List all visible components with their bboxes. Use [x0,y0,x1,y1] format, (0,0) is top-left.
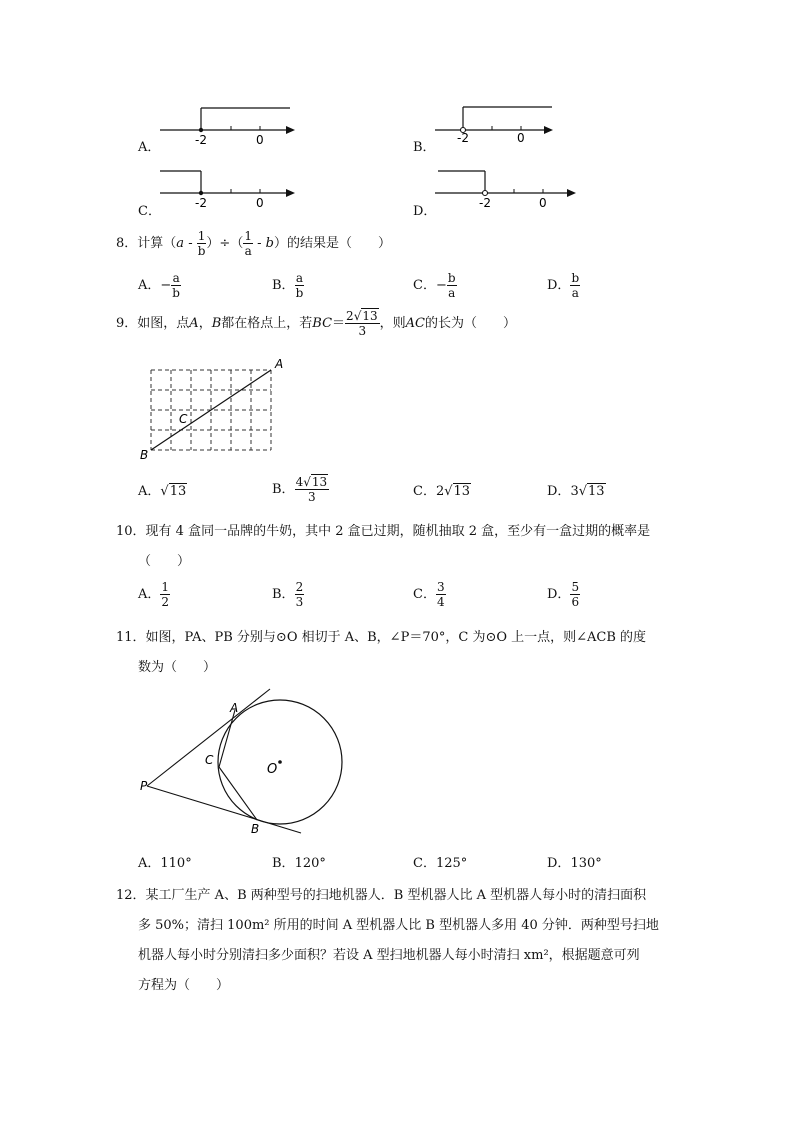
q11-point-c: C [205,753,214,767]
q7-option-d-label: D． [413,204,437,219]
q8-fraction-2: $\frac{1}{a}$ [244,229,252,258]
q11-option-b[interactable]: B．120° [272,856,326,871]
q11-option-c[interactable]: C．125° [413,856,468,871]
q12-stem-line4: 方程为（ ） [138,978,230,993]
q7-option-b-number-line [430,100,565,148]
q7-option-d-number-line [430,163,585,211]
q9-option-c[interactable]: C．2√13 [413,484,471,499]
q8-fraction-1: $\frac{1}{b}$ [197,229,206,258]
q8-text-b: ）÷（ [206,236,244,251]
q12-stem-line2: 多 50%；清扫 100m² 所用的时间 A 型机器人比 B 型机器人多用 40 分钟．两种型号扫地 [138,918,659,933]
q10-option-b[interactable]: B． $\frac{2}{3}$ [272,580,304,609]
q11-stem-line2: 数为（ ） [138,660,217,675]
q9-grid-figure [135,355,295,465]
q11-stem-line1: 11．如图，PA、PB 分别与⊙O 相切于 A、B，∠P＝70°，C 为⊙O 上一点，则∠ACB 的度 [116,630,647,645]
q11-option-a[interactable]: A．110° [138,856,192,871]
q11-option-d[interactable]: D．130° [547,856,602,871]
q7c-tick-neg2: -2 [195,196,207,210]
q9-option-a[interactable]: A．√13 [138,484,187,499]
q7b-tick-neg2: -2 [457,131,469,145]
q8-option-c[interactable]: C．− $\frac{b}{a}$ [413,271,456,300]
q10-stem-line2: （ ） [138,554,191,569]
q8-text-a: 计算（ [137,236,177,251]
q12-stem-line3: 机器人每小时分别清扫多少面积？若设 A 型扫地机器人每小时清扫 xm²，根据题意可列 [138,948,640,963]
q11-point-p: P [140,779,148,793]
q7a-tick-0: 0 [256,133,264,147]
q11-point-o: O [267,762,278,777]
q8-minus1: - [184,236,197,251]
q12-stem-line1: 12．某工厂生产 A、B 两种型号的扫地机器人．B 型机器人比 A 型机器人每小时的清扫面积 [116,888,647,903]
q7-option-b-label: B． [413,140,436,155]
q8-text-c: ）的结果是（ ） [273,236,391,251]
q7-option-c-label: C． [138,204,161,219]
q11-circle-figure [135,680,350,840]
q10-option-d[interactable]: D． $\frac{5}{6}$ [547,580,580,609]
q8-var-a: a [176,236,185,251]
q7d-tick-neg2: -2 [479,196,491,210]
q7d-tick-0: 0 [539,196,547,210]
q7-option-a-label: A． [138,140,161,155]
q9-point-a: A [275,357,284,371]
q7c-tick-0: 0 [256,196,264,210]
q8-minus2: - [252,236,266,251]
q9-option-d[interactable]: D．3√13 [547,484,605,499]
q8-stem [116,229,391,258]
q10-stem-line1: 10．现有 4 盒同一品牌的牛奶，其中 2 盒已过期，随机抽取 2 盒，至少有一盒过期的概率是 [116,524,651,539]
q8-var-b: b [265,236,274,251]
q8-option-a[interactable]: A．− $\frac{a}{b}$ [138,271,180,300]
q9-point-b: B [140,448,149,462]
q7-option-a-number-line [155,100,305,148]
q11-point-a: A [230,701,239,715]
q7-option-c-number-line [155,163,305,211]
q7a-tick-neg2: -2 [195,133,207,147]
q11-point-b: B [251,822,260,836]
q8-option-d[interactable]: D． $\frac{b}{a}$ [547,271,580,300]
q10-option-c[interactable]: C． $\frac{3}{4}$ [413,580,445,609]
q10-option-a[interactable]: A． $\frac{1}{2}$ [138,580,170,609]
q7b-tick-0: 0 [517,131,525,145]
q9-option-b[interactable]: B． $\frac{4√13}{3}$ [272,475,328,504]
q9-point-c: C [179,412,188,426]
q8-option-b[interactable]: B． $\frac{a}{b}$ [272,271,304,300]
q8-number: 8． [116,236,138,251]
q9-fraction: $\frac{2√13}{3}$ [346,309,378,338]
q9-stem: 9．如图，点A，B都在格点上，若BC＝ $\frac{2√13}{3}$ ，则AC的长为（ ） [116,309,516,338]
